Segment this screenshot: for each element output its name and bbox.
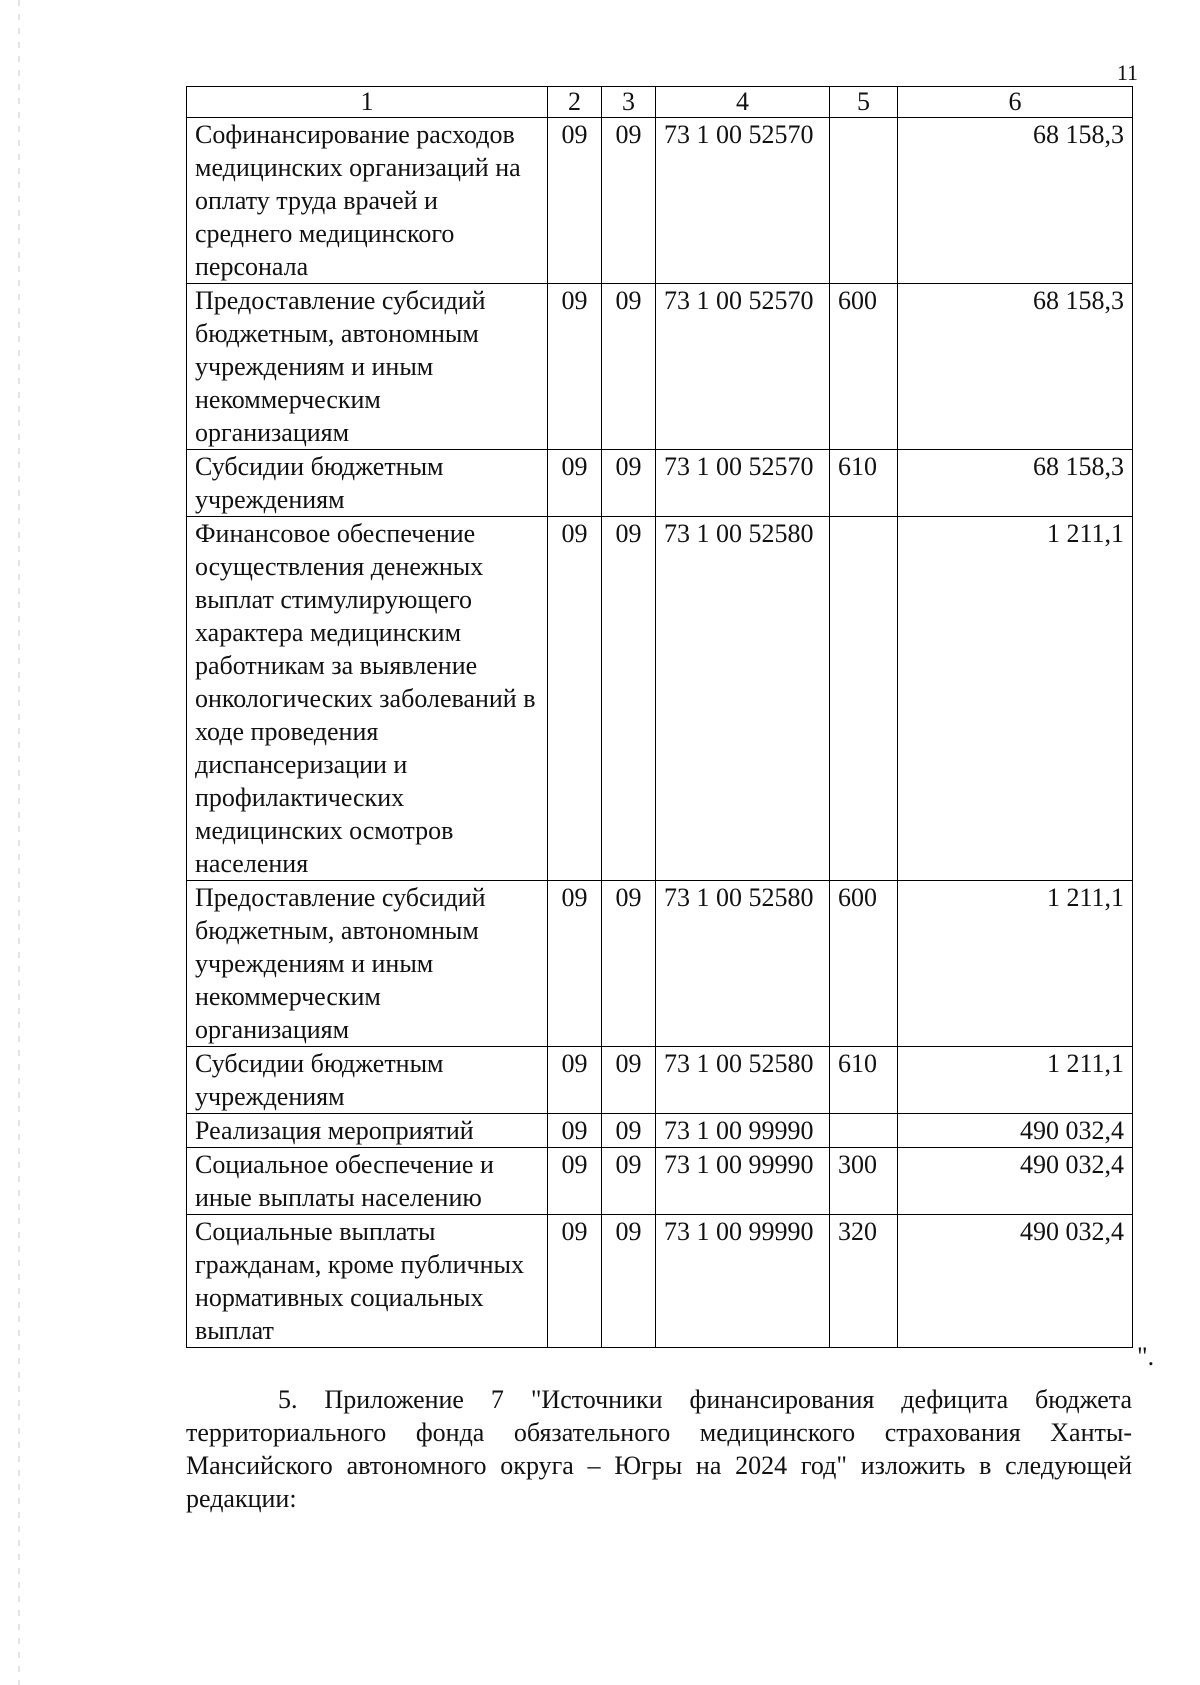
row-target-code: 73 1 00 99990 — [656, 1148, 830, 1215]
row-name: Предоставление субсидий бюджетным, автономным учреждениям и иным некоммерческим организациям — [187, 881, 548, 1047]
row-amount: 490 032,4 — [898, 1114, 1133, 1148]
table-row — [187, 1215, 1133, 1348]
row-section: 09 — [548, 517, 602, 881]
row-target-code: 73 1 00 52570 — [656, 118, 830, 284]
row-section: 09 — [548, 881, 602, 1047]
row-subsection: 09 — [602, 1215, 656, 1348]
row-target-code: 73 1 00 99990 — [656, 1114, 830, 1148]
row-amount: 68 158,3 — [898, 284, 1133, 450]
row-amount: 1 211,1 — [898, 881, 1133, 1047]
table-row — [187, 517, 1133, 881]
row-expense-type — [830, 517, 898, 881]
row-name: Предоставление субсидий бюджетным, автономным учреждениям и иным некоммерческим организациям — [187, 284, 548, 450]
row-name: Социальное обеспечение и иные выплаты населению — [187, 1148, 548, 1215]
row-subsection: 09 — [602, 450, 656, 517]
row-name: Реализация мероприятий — [187, 1114, 548, 1148]
table-row — [187, 1047, 1133, 1114]
row-section: 09 — [548, 1148, 602, 1215]
paragraph-text: 5. Приложение 7 "Источники финансирования дефицита бюджета территориального фонда обязательного медицинского страхования Ханты-Мансийского автономного округа – Югры на 2024 год" изложить в следующей редакции: — [186, 1385, 1132, 1513]
table-row — [187, 118, 1133, 284]
row-expense-type: 610 — [830, 1047, 898, 1114]
row-name: Социальные выплаты гражданам, кроме публичных нормативных социальных выплат — [187, 1215, 548, 1348]
row-target-code: 73 1 00 52580 — [656, 1047, 830, 1114]
row-subsection: 09 — [602, 1047, 656, 1114]
row-amount: 68 158,3 — [898, 450, 1133, 517]
row-section: 09 — [548, 1047, 602, 1114]
row-subsection: 09 — [602, 284, 656, 450]
row-section: 09 — [548, 118, 602, 284]
row-expense-type — [830, 118, 898, 284]
row-subsection: 09 — [602, 118, 656, 284]
header-cell-1: 1 — [187, 87, 548, 118]
row-section: 09 — [548, 1114, 602, 1148]
header-cell-3: 3 — [602, 87, 656, 118]
row-subsection: 09 — [602, 1148, 656, 1215]
header-cell-4: 4 — [656, 87, 830, 118]
row-amount: 1 211,1 — [898, 517, 1133, 881]
row-name: Софинансирование расходов медицинских организаций на оплату труда врачей и среднего медицинского персонала — [187, 118, 548, 284]
row-subsection: 09 — [602, 881, 656, 1047]
amendment-paragraph — [186, 1383, 1132, 1515]
table-row — [187, 881, 1133, 1047]
table-row — [187, 1148, 1133, 1215]
row-section: 09 — [548, 1215, 602, 1348]
header-cell-6: 6 — [898, 87, 1133, 118]
row-amount: 1 211,1 — [898, 1047, 1133, 1114]
row-target-code: 73 1 00 52580 — [656, 517, 830, 881]
row-subsection: 09 — [602, 517, 656, 881]
row-expense-type — [830, 1114, 898, 1148]
row-expense-type: 610 — [830, 450, 898, 517]
row-subsection: 09 — [602, 1114, 656, 1148]
row-name: Финансовое обеспечение осуществления денежных выплат стимулирующего характера медицинским работникам за выявление онкологических заболеваний в ходе проведения диспансеризации и профилактических медицинских осмотров населения — [187, 517, 548, 881]
header-cell-2: 2 — [548, 87, 602, 118]
row-target-code: 73 1 00 52580 — [656, 881, 830, 1047]
table-row — [187, 284, 1133, 450]
row-section: 09 — [548, 284, 602, 450]
row-target-code: 73 1 00 52570 — [656, 284, 830, 450]
row-name: Субсидии бюджетным учреждениям — [187, 1047, 548, 1114]
row-target-code: 73 1 00 99990 — [656, 1215, 830, 1348]
row-amount: 490 032,4 — [898, 1215, 1133, 1348]
header-cell-5: 5 — [830, 87, 898, 118]
page-number: 11 — [1116, 60, 1138, 85]
table-row — [187, 1114, 1133, 1148]
row-expense-type: 600 — [830, 881, 898, 1047]
row-expense-type: 320 — [830, 1215, 898, 1348]
row-target-code: 73 1 00 52570 — [656, 450, 830, 517]
row-section: 09 — [548, 450, 602, 517]
row-expense-type: 600 — [830, 284, 898, 450]
row-name: Субсидии бюджетным учреждениям — [187, 450, 548, 517]
table-row — [187, 450, 1133, 517]
row-expense-type: 300 — [830, 1148, 898, 1215]
row-amount: 68 158,3 — [898, 118, 1133, 284]
table-header-row — [187, 87, 1133, 118]
budget-table — [186, 86, 1133, 1348]
closing-quote-mark: ". — [1137, 1342, 1155, 1371]
scan-edge-artifact — [18, 0, 20, 1685]
row-amount: 490 032,4 — [898, 1148, 1133, 1215]
